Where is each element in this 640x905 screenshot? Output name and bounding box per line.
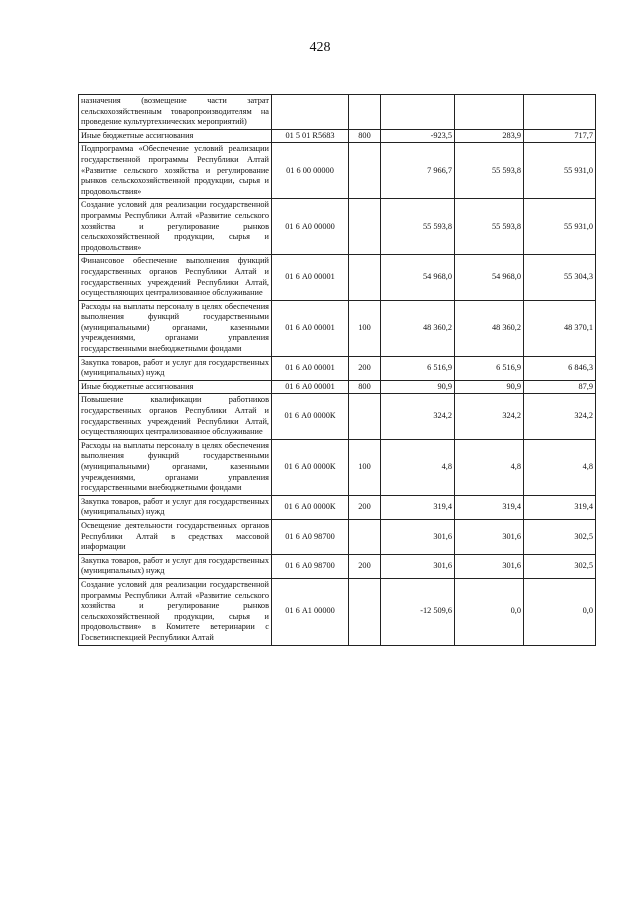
table-row [79,495,596,519]
table-row [79,554,596,578]
row-code: 01 6 А0 0000К [272,495,349,519]
row-value-3: 55 931,0 [524,143,596,199]
row-value-1: 301,6 [381,519,455,554]
row-code: 01 6 А0 00001 [272,380,349,394]
row-value-3: 87,9 [524,380,596,394]
row-value-2: 319,4 [455,495,524,519]
row-value-1: 55 593,8 [381,199,455,255]
row-value-1: 54 968,0 [381,255,455,300]
row-value-1: 90,9 [381,380,455,394]
row-name: Подпрограмма «Обеспечение условий реализации государственной программы Республики Алтай «Развитие сельского хозяйства и регулирование рынков сельскохозяйственной продукции, сырья и продовольствия» [79,143,272,199]
row-expense-type [349,199,381,255]
row-expense-type [349,95,381,130]
table-row [79,439,596,495]
row-code: 01 6 А0 98700 [272,554,349,578]
row-value-1: 4,8 [381,439,455,495]
row-expense-type: 200 [349,495,381,519]
row-code: 01 5 01 R5683 [272,129,349,143]
row-value-3: 55 304,3 [524,255,596,300]
table-row [79,143,596,199]
row-value-2: 6 516,9 [455,356,524,380]
row-code: 01 6 А0 00001 [272,255,349,300]
row-expense-type: 800 [349,129,381,143]
row-value-1: 48 360,2 [381,300,455,356]
row-value-1: 7 966,7 [381,143,455,199]
row-value-2: 4,8 [455,439,524,495]
row-name: Иные бюджетные ассигнования [79,380,272,394]
row-code: 01 6 00 00000 [272,143,349,199]
row-value-3: 6 846,3 [524,356,596,380]
table-row [79,380,596,394]
row-expense-type: 800 [349,380,381,394]
row-name: назначения (возмещение части затрат сельскохозяйственным товаропроизводителям на проведение культуртехнических мероприятий) [79,95,272,130]
row-name: Финансовое обеспечение выполнения функций государственных органов Республики Алтай и государственных учреждений Республики Алтай, осуществляющих централизованное обслуживание [79,255,272,300]
row-value-3: 55 931,0 [524,199,596,255]
row-code: 01 6 А0 0000К [272,394,349,439]
row-name: Освещение деятельности государственных органов Республики Алтай в средствах массовой информации [79,519,272,554]
row-code: 01 6 А0 0000К [272,439,349,495]
row-expense-type [349,394,381,439]
row-name: Закупка товаров, работ и услуг для государственных (муниципальных) нужд [79,495,272,519]
row-code: 01 6 А0 00000 [272,199,349,255]
page-number: 428 [309,40,331,55]
row-name: Создание условий для реализации государственной программы Республики Алтай «Развитие сельского хозяйства и регулирование рынков сельскохозяйственной продукции, сырья и продовольствия» в Комитете ветеринарии с Госветинспекцией Республики Алтай [79,578,272,645]
row-value-2: 54 968,0 [455,255,524,300]
row-value-1: -12 509,6 [381,578,455,645]
row-value-2 [455,95,524,130]
row-value-1: 6 516,9 [381,356,455,380]
row-value-1: 319,4 [381,495,455,519]
table-row [79,129,596,143]
row-value-3: 0,0 [524,578,596,645]
row-expense-type: 200 [349,356,381,380]
table-row [79,519,596,554]
row-code: 01 6 А0 00001 [272,300,349,356]
row-value-2: 55 593,8 [455,199,524,255]
table-row [79,199,596,255]
row-value-2: 90,9 [455,380,524,394]
row-code: 01 6 А0 00001 [272,356,349,380]
row-value-3: 302,5 [524,519,596,554]
row-value-3 [524,95,596,130]
row-value-2: 0,0 [455,578,524,645]
row-code: 01 6 А1 00000 [272,578,349,645]
row-value-2: 301,6 [455,519,524,554]
row-expense-type: 100 [349,439,381,495]
row-value-2: 48 360,2 [455,300,524,356]
row-code: 01 6 А0 98700 [272,519,349,554]
row-name: Повышение квалификации работников государственных органов Республики Алтай и государственных учреждений Республики Алтай, осуществляющих централизованное обслуживание [79,394,272,439]
table-row [79,300,596,356]
table-row [79,255,596,300]
row-value-3: 4,8 [524,439,596,495]
row-value-3: 324,2 [524,394,596,439]
row-expense-type: 200 [349,554,381,578]
table-row [79,356,596,380]
table-row [79,394,596,439]
row-expense-type: 100 [349,300,381,356]
row-name: Закупка товаров, работ и услуг для государственных (муниципальных) нужд [79,356,272,380]
row-value-2: 301,6 [455,554,524,578]
row-name: Расходы на выплаты персоналу в целях обеспечения выполнения функций государственными (муниципальными) органами, казенными учреждениями, органами управления государственными внебюджетными фондами [79,439,272,495]
row-value-3: 717,7 [524,129,596,143]
row-value-1: -923,5 [381,129,455,143]
row-name: Иные бюджетные ассигнования [79,129,272,143]
row-expense-type [349,255,381,300]
row-code [272,95,349,130]
row-name: Создание условий для реализации государственной программы Республики Алтай «Развитие сельского хозяйства и регулирование рынков сельскохозяйственной продукции, сырья и продовольствия» [79,199,272,255]
row-value-1: 301,6 [381,554,455,578]
row-expense-type [349,578,381,645]
row-value-1 [381,95,455,130]
row-expense-type [349,143,381,199]
row-value-2: 55 593,8 [455,143,524,199]
row-value-2: 283,9 [455,129,524,143]
row-value-1: 324,2 [381,394,455,439]
row-value-3: 302,5 [524,554,596,578]
row-name: Закупка товаров, работ и услуг для государственных (муниципальных) нужд [79,554,272,578]
row-value-3: 319,4 [524,495,596,519]
budget-table [78,94,596,646]
row-value-2: 324,2 [455,394,524,439]
budget-table-body [79,95,596,646]
row-name: Расходы на выплаты персоналу в целях обеспечения выполнения функций государственными (муниципальными) органами, казенными учреждениями, органами управления государственными внебюджетными фондами [79,300,272,356]
row-value-3: 48 370,1 [524,300,596,356]
table-row [79,578,596,645]
table-row [79,95,596,130]
row-expense-type [349,519,381,554]
